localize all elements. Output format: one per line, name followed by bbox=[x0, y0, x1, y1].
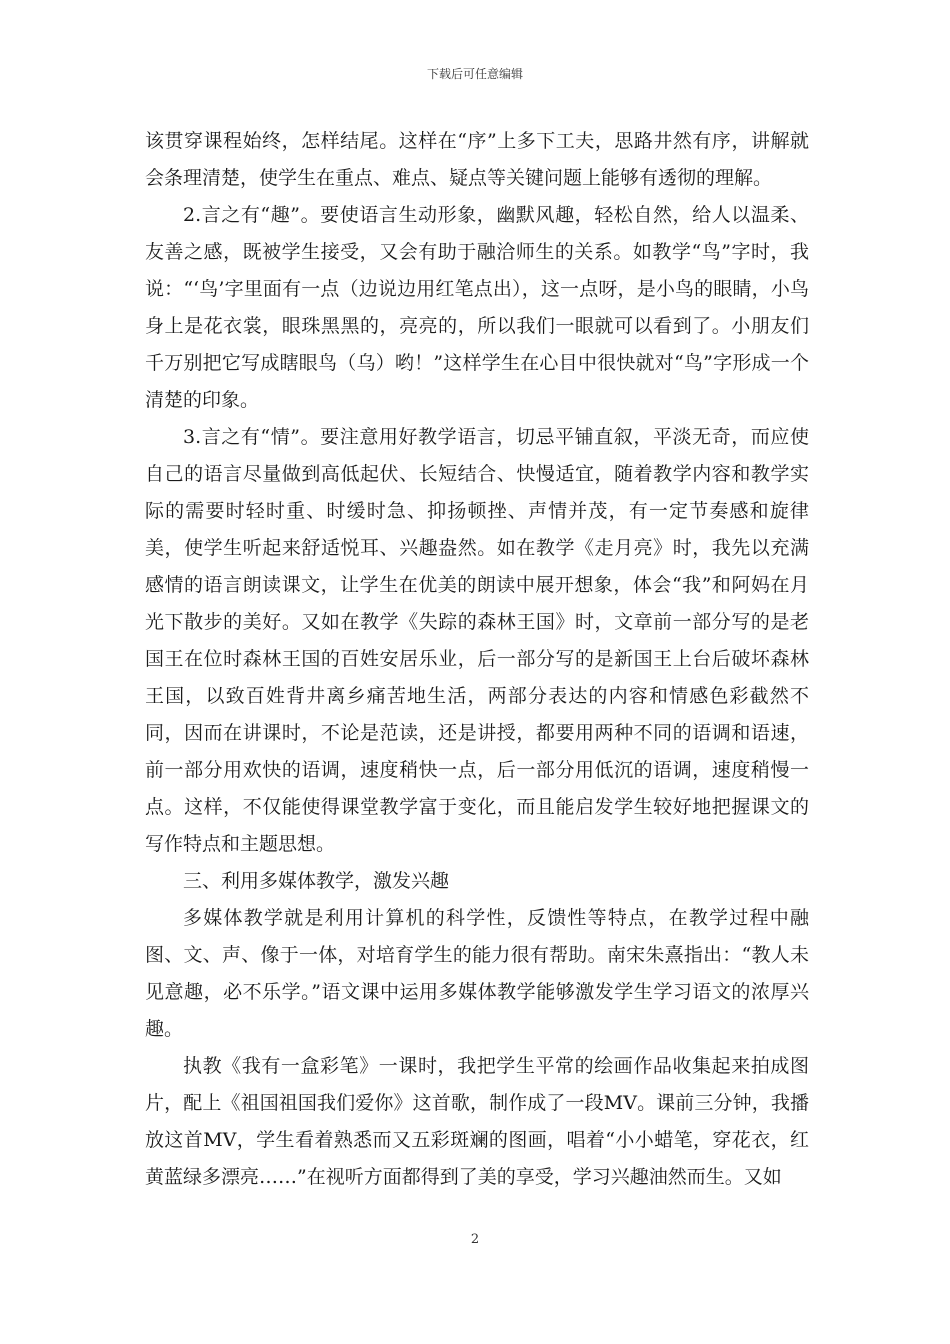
paragraph: 该贯穿课程始终，怎样结尾。这样在“序”上多下工夫，思路井然有序，讲解就会条理清楚，使学生在重点、难点、疑点等关键问题上能够有透彻的理解。 bbox=[145, 130, 809, 189]
page-number: 2 bbox=[470, 1232, 480, 1247]
paragraph: 2.言之有“趣”。要使语言生动形象，幽默风趣，轻松自然，给人以温柔、友善之感，既被学生接受，又会有助于融洽师生的关系。如教学“鸟”字时，我说：“‘鸟’字里面有一点（边说边用红笔点出），这一点呀，是小鸟的眼睛，小鸟身上是花衣裳，眼珠黑黑的，亮亮的，所以我们一眼就可以看到了。小朋友们千万别把它写成瞎眼鸟（乌）哟！”这样学生在心目中很快就对“鸟”字形成一个清楚的印象。 bbox=[145, 204, 809, 411]
page-header: 下载后可任意编辑 bbox=[426, 67, 523, 81]
document-body bbox=[145, 123, 809, 1196]
paragraph: 3.言之有“情”。要注意用好教学语言，切忌平铺直叙，平淡无奇，而应使自己的语言尽量做到高低起伏、长短结合、快慢适宜，随着教学内容和教学实际的需要时轻时重、时缓时急、抑扬顿挫、声情并茂，有一定节奏感和旋律美，使学生听起来舒适悦耳、兴趣盎然。如在教学《走月亮》时，我先以充满感情的语言朗读课文，让学生在优美的朗读中展开想象，体会“我”和阿妈在月光下散步的美好。又如在教学《失踪的森林王国》时，文章前一部分写的是老国王在位时森林王国的百姓安居乐业，后一部分写的是新国王上台后破坏森林王国，以致百姓背井离乡痛苦地生活，两部分表达的内容和情感色彩截然不同，因而在讲课时，不论是范读，还是讲授，都要用两种不同的语调和语速，前一部分用欢快的语调，速度稍快一点，后一部分用低沉的语调，速度稍慢一点。这样，不仅能使得课堂教学富于变化，而且能启发学生较好地把握课文的写作特点和主题思想。 bbox=[145, 426, 809, 855]
paragraph: 多媒体教学就是利用计算机的科学性，反馈性等特点，在教学过程中融图、文、声、像于一体，对培育学生的能力很有帮助。南宋朱熹指出：“教人未见意趣，必不乐学。”语文课中运用多媒体教学能够激发学生学习语文的浓厚兴趣。 bbox=[145, 907, 809, 1040]
section-heading: 三、利用多媒体教学，激发兴趣 bbox=[183, 870, 450, 892]
paragraph: 执教《我有一盒彩笔》一课时，我把学生平常的绘画作品收集起来拍成图片，配上《祖国祖国我们爱你》这首歌，制作成了一段MV。课前三分钟，我播放这首MV，学生看着熟悉而又五彩斑斓的图画，唱着“小小蜡笔，穿花衣，红黄蓝绿多漂亮……”在视听方面都得到了美的享受，学习兴趣油然而生。又如 bbox=[145, 1055, 809, 1188]
